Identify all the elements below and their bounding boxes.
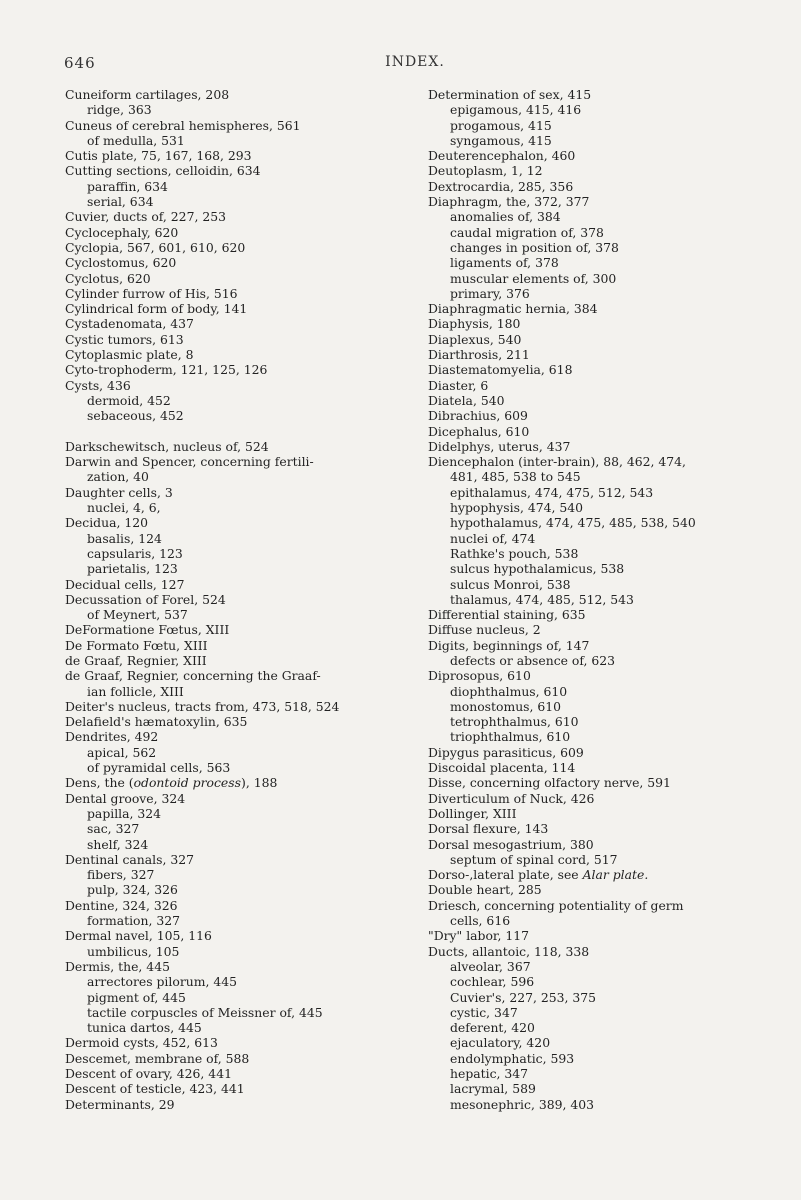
index-subentry: tetrophthalmus, 610: [450, 714, 579, 730]
index-entry: Darkschewitsch, nucleus of, 524: [65, 438, 269, 454]
index-entry: Diaphragm, the, 372, 377: [428, 194, 590, 210]
running-head: INDEX.: [385, 54, 445, 70]
index-subentry: cystic, 347: [450, 1004, 518, 1020]
index-subentry: of medulla, 531: [87, 132, 185, 148]
index-subentry: parietalis, 123: [87, 561, 178, 577]
index-entry: Cuneiform cartilages, 208: [65, 87, 230, 102]
index-subentry: capsularis, 123: [87, 545, 183, 561]
index-entry: Diencephalon (inter-brain), 88, 462, 474,: [428, 454, 686, 470]
index-entry: Driesch, concerning potentiality of germ: [428, 897, 684, 913]
index-entry: de Graaf, Regnier, XIII: [65, 652, 207, 668]
index-subentry: basalis, 124: [87, 530, 162, 546]
index-entry: Cyclotus, 620: [65, 270, 151, 286]
index-subentry: deferent, 420: [450, 1020, 535, 1036]
index-subentry: formation, 327: [87, 913, 181, 929]
index-subentry: diophthalmus, 610: [450, 683, 568, 699]
index-entry: Determinants, 29: [65, 1096, 175, 1112]
index-entry: Cystadenomata, 437: [65, 316, 194, 332]
index-subentry: hypophysis, 474, 540: [450, 500, 584, 516]
index-entry: Didelphys, uterus, 437: [428, 438, 571, 454]
index-entry: Discoidal placenta, 114: [428, 760, 576, 776]
index-subentry: umbilicus, 105: [87, 943, 180, 959]
index-subentry: hypothalamus, 474, 475, 485, 538, 540: [450, 515, 696, 531]
index-subentry: apical, 562: [87, 744, 157, 760]
index-entry: "Dry" labor, 117: [428, 928, 530, 944]
index-subentry: sulcus hypothalamicus, 538: [450, 561, 625, 577]
index-subentry: septum of spinal cord, 517: [450, 851, 618, 867]
index-entry: Diffuse nucleus, 2: [428, 622, 541, 638]
index-entry: Diastematomyelia, 618: [428, 362, 573, 378]
index-column-right: [428, 87, 768, 1112]
index-subentry: pulp, 324, 326: [87, 882, 178, 898]
index-entry: Double heart, 285: [428, 882, 542, 898]
index-entry: Ducts, allantoic, 118, 338: [428, 943, 590, 959]
index-subentry: monostomus, 610: [450, 698, 562, 714]
index-entry: Cysts, 436: [65, 377, 131, 393]
page-header: [0, 54, 801, 74]
index-entry: Dorso-,lateral plate, see Alar plate.: [428, 867, 649, 883]
index-entry: Diaster, 6: [428, 377, 489, 393]
index-entry: Dipygus parasiticus, 609: [428, 744, 584, 760]
index-entry: Descent of ovary, 426, 441: [65, 1066, 232, 1081]
index-entry: Dental groove, 324: [65, 790, 186, 806]
index-subentry: defects or absence of, 623: [450, 652, 616, 668]
index-entry: Dicephalus, 610: [428, 423, 530, 439]
index-entry: Dens, the (odontoid process), 188: [65, 775, 278, 791]
index-entry: Disse, concerning olfactory nerve, 591: [428, 775, 671, 791]
index-subentry: nuclei, 4, 6,: [87, 500, 161, 516]
index-subentry: epithalamus, 474, 475, 512, 543: [450, 484, 654, 500]
index-entry: Differential staining, 635: [428, 607, 586, 623]
index-entry: Cutis plate, 75, 167, 168, 293: [65, 148, 252, 164]
index-entry: Determination of sex, 415: [428, 87, 592, 102]
index-entry: Diarthrosis, 211: [428, 347, 530, 363]
index-entry: Dextrocardia, 285, 356: [428, 178, 574, 194]
index-column-left: [65, 87, 395, 1112]
index-entry: Dentinal canals, 327: [65, 851, 195, 867]
index-subentry: epigamous, 415, 416: [450, 102, 582, 118]
index-subentry: arrectores pilorum, 445: [87, 974, 237, 990]
index-subentry: papilla, 324: [87, 805, 162, 821]
index-subentry: endolymphatic, 593: [450, 1050, 575, 1066]
index-entry: DeFormatione Fœtus, XIII: [65, 622, 230, 638]
index-entry: Cyto-trophoderm, 121, 125, 126: [65, 362, 268, 378]
index-subentry: dermoid, 452: [87, 392, 171, 408]
index-subentry: ridge, 363: [87, 102, 152, 118]
index-subentry: lacrymal, 589: [450, 1081, 536, 1097]
index-subentry: sulcus Monroi, 538: [450, 576, 571, 592]
index-subentry: mesonephric, 389, 403: [450, 1096, 595, 1112]
index-subentry: changes in position of, 378: [450, 239, 619, 255]
index-entry-continuation: ian follicle, XIII: [87, 683, 184, 699]
index-entry-continuation: cells, 616: [450, 913, 511, 929]
index-subentry: shelf, 324: [87, 836, 149, 852]
index-subentry: primary, 376: [450, 285, 530, 301]
index-subentry: caudal migration of, 378: [450, 224, 604, 240]
index-entry: Deuterencephalon, 460: [428, 148, 576, 164]
index-entry: Dorsal flexure, 143: [428, 821, 549, 837]
index-entry: Diprosopus, 610: [428, 668, 531, 684]
index-subentry: Rathke's pouch, 538: [450, 545, 579, 561]
index-subentry: of pyramidal cells, 563: [87, 760, 231, 776]
index-entry: Deiter's nucleus, tracts from, 473, 518, 524: [65, 698, 340, 714]
index-entry-continuation: 481, 485, 538 to 545: [450, 469, 581, 485]
index-entry: Diaphragmatic hernia, 384: [428, 301, 598, 317]
index-subentry: tactile corpuscles of Meissner of, 445: [87, 1004, 323, 1020]
index-subentry: serial, 634: [87, 194, 154, 210]
index-subentry: of Meynert, 537: [87, 607, 188, 623]
index-subentry: sac, 327: [87, 821, 140, 837]
index-subentry: hepatic, 347: [450, 1066, 529, 1081]
index-entry: Cuneus of cerebral hemispheres, 561: [65, 117, 301, 133]
index-subentry: syngamous, 415: [450, 132, 552, 148]
index-entry: Dorsal mesogastrium, 380: [428, 836, 594, 852]
index-entry: Descent of testicle, 423, 441: [65, 1081, 245, 1097]
index-entry: Dollinger, XIII: [428, 805, 517, 821]
index-entry: Cystic tumors, 613: [65, 331, 184, 347]
index-entry: Diverticulum of Nuck, 426: [428, 790, 595, 806]
index-entry: Cyclostomus, 620: [65, 255, 177, 271]
index-entry: Diaplexus, 540: [428, 331, 522, 347]
index-entry: Decidua, 120: [65, 515, 148, 531]
index-entry: Cylinder furrow of His, 516: [65, 285, 238, 301]
index-subentry: thalamus, 474, 485, 512, 543: [450, 591, 634, 607]
index-entry: Dermal navel, 105, 116: [65, 928, 212, 944]
index-entry: Darwin and Spencer, concerning fertili-: [65, 454, 314, 470]
page-number: 646: [64, 54, 96, 72]
index-subentry: Cuvier's, 227, 253, 375: [450, 989, 597, 1005]
index-subentry: ejaculatory, 420: [450, 1035, 551, 1051]
index-entry: Dendrites, 492: [65, 729, 159, 745]
index-subentry: fibers, 327: [87, 867, 155, 883]
index-subentry: ligaments of, 378: [450, 255, 559, 271]
index-subentry: sebaceous, 452: [87, 408, 184, 424]
index-subentry: anomalies of, 384: [450, 209, 561, 225]
index-subentry: cochlear, 596: [450, 974, 535, 990]
section-break: [65, 424, 395, 439]
index-entry: Diatela, 540: [428, 392, 505, 408]
index-entry: Cutting sections, celloidin, 634: [65, 163, 261, 179]
index-entry: Daughter cells, 3: [65, 484, 173, 500]
index-entry: Delafield's hæmatoxylin, 635: [65, 714, 248, 730]
index-entry: Dentine, 324, 326: [65, 897, 178, 913]
index-subentry: muscular elements of, 300: [450, 270, 617, 286]
index-entry: Diaphysis, 180: [428, 316, 521, 332]
index-entry: Cuvier, ducts of, 227, 253: [65, 209, 226, 225]
index-subentry: progamous, 415: [450, 117, 552, 133]
index-entry: De Formato Fœtu, XIII: [65, 637, 208, 653]
index-entry: Digits, beginnings of, 147: [428, 637, 590, 653]
index-subentry: pigment of, 445: [87, 989, 186, 1005]
index-entry: Dermis, the, 445: [65, 958, 170, 974]
index-entry: de Graaf, Regnier, concerning the Graaf-: [65, 668, 321, 684]
index-subentry: paraffin, 634: [87, 178, 168, 194]
index-entry: Cyclopia, 567, 601, 610, 620: [65, 239, 246, 255]
index-entry: Cylindrical form of body, 141: [65, 301, 248, 317]
index-subentry: tunica dartos, 445: [87, 1020, 202, 1036]
index-entry: Decussation of Forel, 524: [65, 591, 226, 607]
index-subentry: alveolar, 367: [450, 958, 531, 974]
index-entry: Dermoid cysts, 452, 613: [65, 1035, 218, 1051]
index-entry: Dibrachius, 609: [428, 408, 528, 424]
index-entry: Deutoplasm, 1, 12: [428, 163, 543, 179]
index-subentry: nuclei of, 474: [450, 530, 536, 546]
index-entry-continuation: zation, 40: [87, 469, 149, 485]
index-entry: Cyclocephaly, 620: [65, 224, 179, 240]
index-entry: Decidual cells, 127: [65, 576, 185, 592]
index-subentry: triophthalmus, 610: [450, 729, 571, 745]
index-entry: Cytoplasmic plate, 8: [65, 347, 194, 363]
index-entry: Descemet, membrane of, 588: [65, 1050, 250, 1066]
